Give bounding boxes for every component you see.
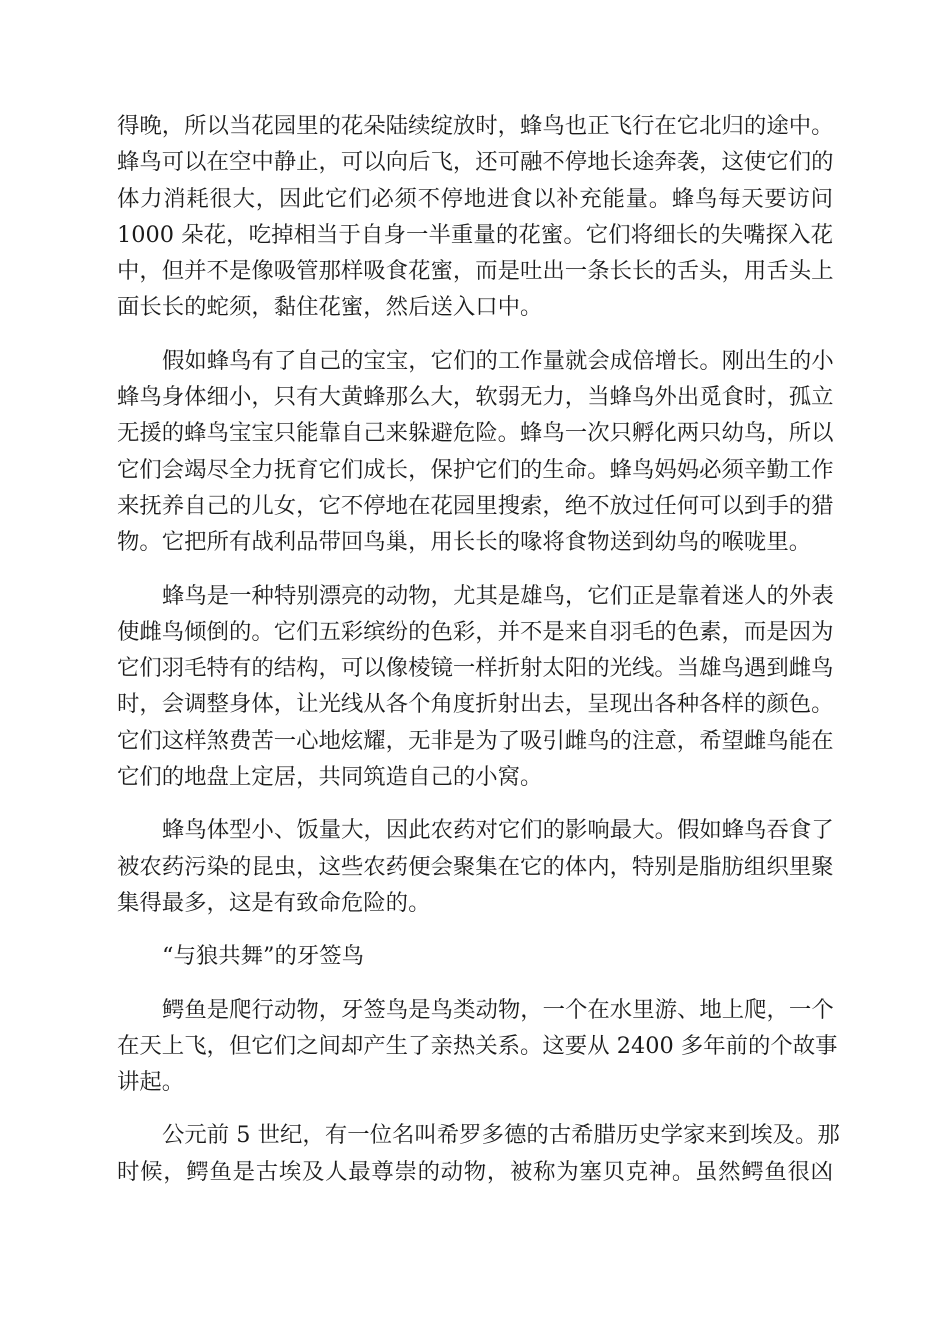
text-line: 它们羽毛特有的结构，可以像棱镜一样折射太阳的光线。当雄鸟遇到雌鸟 — [117, 655, 834, 682]
paragraph-hummingbird-flight — [117, 108, 833, 326]
paragraph-herodotus — [117, 1117, 840, 1190]
text-line: 来抚养自己的儿女，它不停地在花园里搜索，绝不放过任何可以到手的猎 — [117, 492, 834, 519]
text-line: 它们的地盘上定居，共同筑造自己的小窝。 — [117, 764, 543, 791]
text-line: 使雌鸟倾倒的。它们五彩缤纷的色彩，并不是来自羽毛的色素，而是因为 — [117, 618, 834, 645]
text-line: 公元前 5 世纪，有一位名叫希罗多德的古希腊历史学家来到埃及。那 — [162, 1122, 840, 1149]
section-heading: “与狼共舞”的牙签鸟 — [162, 943, 365, 970]
text-line: 物。它把所有战利品带回鸟巢，用长长的喙将食物送到幼鸟的喉咙里。 — [117, 529, 812, 556]
text-line: 蜂鸟可以在空中静止，可以向后飞，还可融不停地长途奔袭，这使它们的 — [117, 149, 834, 176]
text-line: 时候，鳄鱼是古埃及人最尊崇的动物，被称为塞贝克神。虽然鳄鱼很凶 — [117, 1158, 833, 1185]
text-line: 在天上飞，但它们之间却产生了亲热关系。这要从 2400 多年前的个故事 — [117, 1032, 838, 1059]
text-line: 鳄鱼是爬行动物，牙签鸟是鸟类动物，一个在水里游、地上爬，一个 — [162, 996, 834, 1023]
text-line: 讲起。 — [117, 1069, 185, 1096]
text-line: 中，但并不是像吸管那样吸食花蜜，而是吐出一条长长的舌头，用舌头上 — [117, 258, 834, 285]
text-line: 蜂鸟身体细小，只有大黄蜂那么大，软弱无力，当蜂鸟外出觅食时，孤立 — [117, 384, 834, 411]
text-line: 时，会调整身体，让光线从各个角度折射出去，呈现出各种各样的颜色。 — [117, 691, 834, 718]
text-line: 它们这样煞费苦一心地炫耀，无非是为了吸引雌鸟的注意，希望雌鸟能在 — [117, 727, 834, 754]
text-line: 它们会竭尽全力抚育它们成长，保护它们的生命。蜂鸟妈妈必须辛勤工作 — [117, 456, 834, 483]
text-line: 无援的蜂鸟宝宝只能靠自己来躲避危险。蜂鸟一次只孵化两只幼鸟，所以 — [117, 420, 834, 447]
text-line: 集得最多，这是有致命危险的。 — [117, 889, 431, 916]
text-line: 蜂鸟体型小、饭量大，因此农药对它们的影响最大。假如蜂鸟吞食了 — [162, 817, 834, 844]
text-line: 被农药污染的昆虫，这些农药便会聚集在它的体内，特别是脂肪组织里聚 — [117, 853, 834, 880]
paragraph-crocodile-intro — [117, 992, 838, 1101]
text-line: 得晚，所以当花园里的花朵陆续绽放时，蜂鸟也正飞行在它北归的途中。 — [117, 113, 834, 139]
paragraph-hummingbird-babies — [117, 343, 833, 561]
paragraph-hummingbird-colors — [117, 578, 833, 796]
text-line: 体力消耗很大，因此它们必须不停地进食以补充能量。蜂鸟每天要访问 — [117, 185, 833, 212]
text-line: 面长长的蛇须，黏住花蜜，然后送入口中。 — [117, 294, 543, 321]
paragraph-hummingbird-pesticides — [117, 812, 833, 921]
text-line: 1000 朵花，吃掉相当于自身一半重量的花蜜。它们将细长的失嘴探入花 — [117, 221, 833, 248]
text-line: 蜂鸟是一种特别漂亮的动物，尤其是雄鸟，它们正是靠着迷人的外表 — [162, 582, 834, 609]
document-page — [117, 108, 840, 1207]
text-line: 假如蜂鸟有了自己的宝宝，它们的工作量就会成倍增长。刚出生的小 — [162, 347, 834, 374]
